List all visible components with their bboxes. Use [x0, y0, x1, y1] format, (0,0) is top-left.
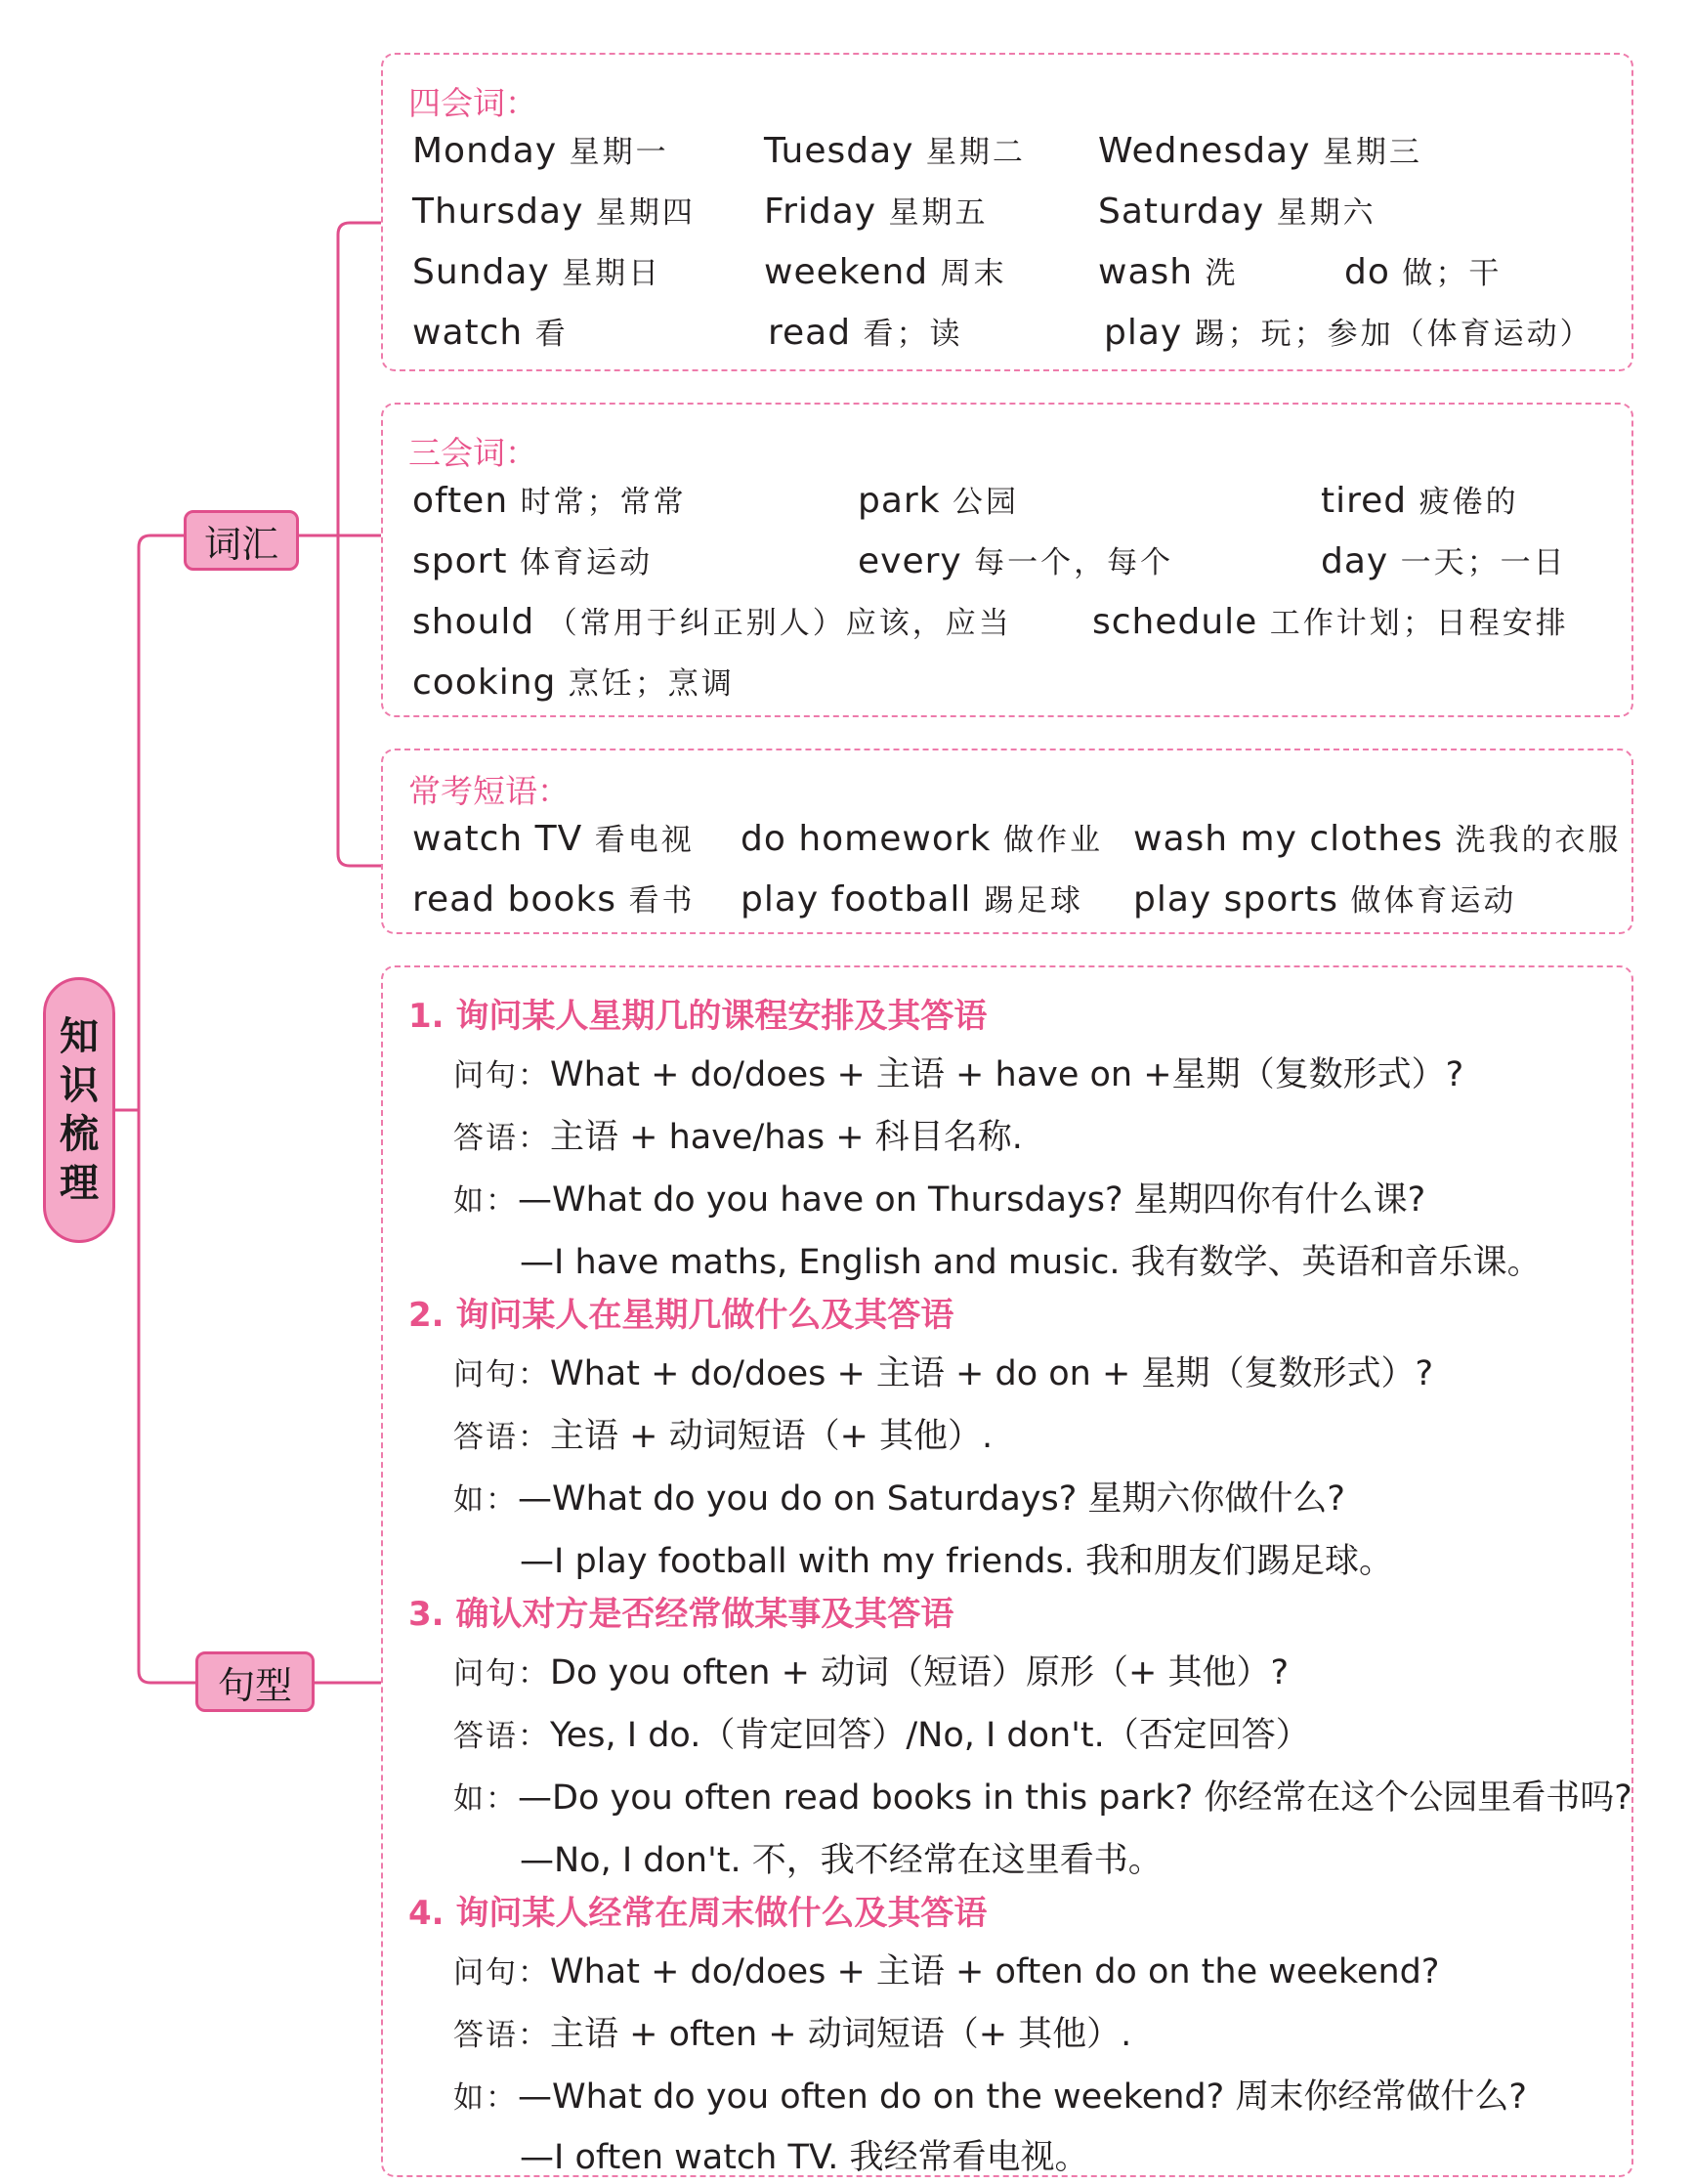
vocab-entry: Thursday 星期四: [412, 192, 696, 232]
vocab-entry: Wednesday 星期三: [1098, 131, 1422, 171]
vocab-entry: weekend 周末: [764, 252, 1007, 292]
phrase-entry: watch TV 看电视: [412, 819, 695, 859]
pattern-answer: 答语：主语 + have/has + 科目名称.: [453, 1118, 1023, 1157]
root-node-knowledge-summary: [43, 977, 115, 1243]
root-label-char: 知: [60, 1014, 99, 1059]
branch-node-sentence-patterns: 句型: [195, 1651, 315, 1712]
vocab-entry: day 一天；一日: [1321, 541, 1567, 581]
pattern-example: 如：—What do you have on Thursdays? 星期四你有什么课?: [453, 1180, 1426, 1220]
pattern-example: 如：—What do you often do on the weekend? 周末你经常做什么?: [453, 2077, 1527, 2117]
vocab-entry: park 公园: [858, 481, 1020, 521]
pattern-example-answer: —I have maths, English and music. 我有数学、英语和音乐课。: [520, 1243, 1542, 1282]
vocab-entry: should （常用于纠正别人）应该，应当: [412, 602, 1012, 642]
pattern-title: 3. 确认对方是否经常做某事及其答语: [408, 1595, 954, 1634]
vocab-to-boxes-line: [299, 223, 381, 866]
phrase-entry: play football 踢足球: [741, 879, 1083, 920]
pattern-title: 4. 询问某人经常在周末做什么及其答语: [408, 1894, 988, 1933]
pattern-title: 2. 询问某人在星期几做什么及其答语: [408, 1296, 954, 1335]
pattern-question: 问句：What + do/does + 主语 + have on +星期（复数形式）?: [453, 1055, 1464, 1094]
vocab-entry: do 做；干: [1344, 252, 1503, 292]
vocab-entry: schedule 工作计划；日程安排: [1092, 602, 1569, 642]
pattern-question: 问句：Do you often + 动词（短语）原形（+ 其他）?: [453, 1653, 1290, 1692]
root-to-branches-line: [115, 535, 195, 1683]
pattern-answer: 答语：主语 + often + 动词短语（+ 其他）.: [453, 2015, 1132, 2054]
phrase-entry: wash my clothes 洗我的衣服: [1133, 819, 1622, 859]
vocab-entry: every 每一个，每个: [858, 541, 1174, 581]
vocab-entry: play 踢；玩；参加（体育运动）: [1104, 313, 1593, 353]
phrase-entry: do homework 做作业: [741, 819, 1103, 859]
vocab-entry: Friday 星期五: [764, 192, 989, 232]
phrase-entry: play sports 做体育运动: [1133, 879, 1517, 920]
vocab-entry: often 时常；常常: [412, 481, 687, 521]
four-skill-words-heading: 四会词：: [408, 84, 537, 122]
vocab-entry: tired 疲倦的: [1321, 481, 1519, 521]
vocab-entry: Tuesday 星期二: [764, 131, 1026, 171]
vocab-entry: Sunday 星期日: [412, 252, 662, 292]
pattern-example: 如：—What do you do on Saturdays? 星期六你做什么?: [453, 1479, 1345, 1519]
pattern-answer: 答语：主语 + 动词短语（+ 其他）.: [453, 1417, 994, 1456]
pattern-example: 如：—Do you often read books in this park? 你经常在这个公园里看书吗?: [453, 1778, 1632, 1818]
vocab-entry: watch 看: [412, 313, 569, 353]
root-label-char: 识: [60, 1063, 99, 1108]
root-label-char: 理: [60, 1161, 99, 1206]
vocab-entry: Monday 星期一: [412, 131, 669, 171]
pattern-example-answer: —I play football with my friends. 我和朋友们踢足球。: [520, 1542, 1393, 1581]
pattern-question: 问句：What + do/does + 主语 + do on + 星期（复数形式）?: [453, 1354, 1434, 1393]
vocab-entry: Saturday 星期六: [1098, 192, 1376, 232]
vocab-entry: cooking 烹饪；烹调: [412, 663, 735, 703]
vocab-entry: read 看；读: [768, 313, 963, 353]
phrase-entry: read books 看书: [412, 879, 696, 920]
three-skill-words-heading: 三会词：: [408, 434, 537, 472]
pattern-example-answer: —No, I don't. 不，我不经常在这里看书。: [520, 1841, 1163, 1880]
pattern-answer: 答语：Yes, I do.（肯定回答）/No, I don't.（否定回答）: [453, 1716, 1310, 1755]
pattern-example-answer: —I often watch TV. 我经常看电视。: [520, 2138, 1089, 2177]
vocab-entry: wash 洗: [1098, 252, 1239, 292]
common-phrases-heading: 常考短语：: [408, 772, 570, 810]
pattern-title: 1. 询问某人星期几的课程安排及其答语: [408, 997, 988, 1036]
branch-node-vocabulary: 词汇: [184, 510, 299, 571]
root-label-char: 梳: [60, 1112, 99, 1157]
pattern-question: 问句：What + do/does + 主语 + often do on the weekend?: [453, 1952, 1440, 1991]
vocab-entry: sport 体育运动: [412, 541, 654, 581]
